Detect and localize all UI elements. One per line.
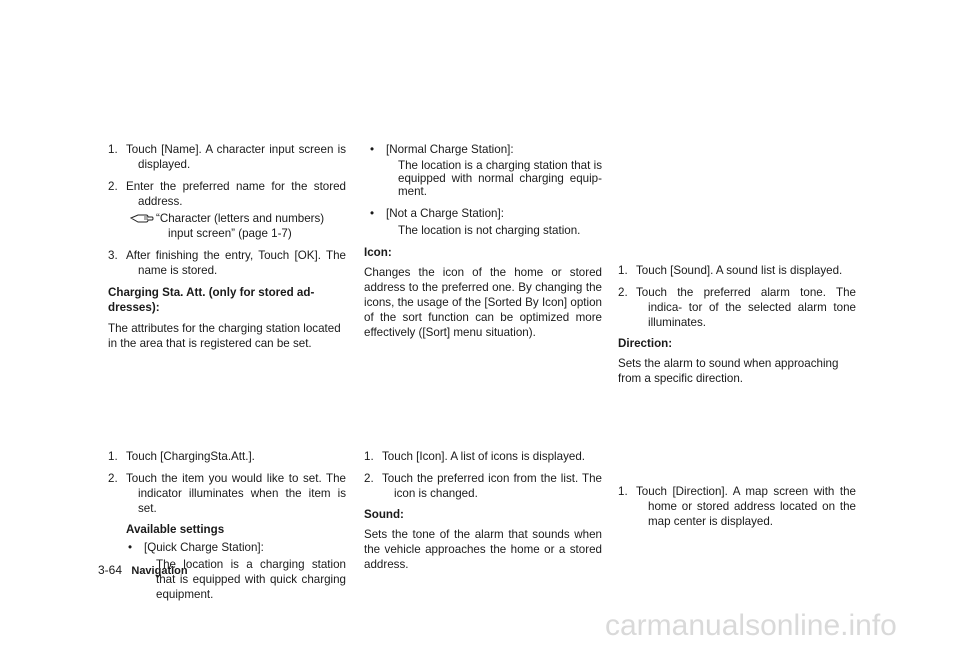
step-number: 1. [364, 450, 374, 463]
step-text: Touch [Sound]. A sound list is displayed. [636, 264, 843, 277]
step-text: Touch the preferred icon from the list. The icon is changed. [382, 472, 602, 500]
section-name: Navigation [131, 565, 188, 577]
col1-top [108, 142, 346, 351]
bullet-item [364, 206, 602, 221]
col3-top [618, 263, 856, 386]
bullet-dot: • [370, 207, 375, 220]
step-number: 3. [108, 249, 118, 262]
step-text: After finishing the entry, Touch [OK]. The name is stored. [126, 249, 346, 277]
section-heading: Sound: [364, 508, 404, 521]
paragraph: The attributes for the charging station located in the area that is registered can be set. [108, 322, 341, 350]
list-item [108, 471, 346, 516]
step-number: 2. [618, 286, 628, 299]
list-item [108, 248, 346, 278]
step-number: 2. [108, 472, 118, 485]
step-text: Touch [Name]. A character input screen is displayed. [126, 143, 346, 171]
step-text: Enter the preferred name for the stored address. [126, 180, 346, 208]
step-text: Touch the preferred alarm tone. The indica- tor of the selected alarm tone illuminates. [636, 286, 856, 329]
bullet-dot: • [128, 541, 133, 554]
list-item [364, 449, 602, 464]
step-number: 1. [618, 485, 628, 498]
step-number: 1. [618, 264, 628, 277]
step-number: 2. [364, 472, 374, 485]
list-item [108, 449, 346, 464]
list-item [108, 179, 346, 209]
page-footer [98, 563, 188, 579]
list-item [108, 142, 346, 172]
col2-bottom [364, 449, 602, 572]
bullet-label: [Normal Charge Station]: [386, 143, 514, 156]
section-heading: Direction: [618, 337, 673, 350]
step-text: Touch [ChargingSta.Att.]. [126, 450, 255, 463]
step-number: 2. [108, 180, 118, 193]
bullet-description: The location is a charging station that is equipped with normal charging equip- ment. [398, 159, 602, 198]
paragraph: Sets the alarm to sound when approaching from a specific direction. [618, 357, 839, 385]
watermark: carmanualsonline.info [605, 609, 897, 642]
step-text: Touch [Direction]. A map screen with the home or stored address located on the map center is displayed. [636, 485, 856, 528]
section-heading: Icon: [364, 246, 392, 259]
bullet-item [364, 142, 602, 157]
page-number: 3-64 [98, 563, 123, 577]
list-item [618, 285, 856, 330]
step-text: Touch [Icon]. A list of icons is displayed. [382, 450, 585, 463]
bullet-label: [Not a Charge Station]: [386, 207, 504, 220]
col3-bottom [618, 484, 856, 529]
list-item [364, 471, 602, 501]
bullet-dot: • [370, 143, 375, 156]
step-text: Touch the item you would like to set. The indicator illuminates when the item is set. [126, 472, 346, 515]
paragraph: Sets the tone of the alarm that sounds when the vehicle approaches the home or a stored address. [364, 528, 602, 571]
section-heading: Charging Sta. Att. (only for stored ad- dresses): [108, 286, 315, 314]
pointing-hand-icon [130, 212, 154, 224]
col2-top [364, 142, 602, 340]
list-item [618, 263, 856, 278]
subheading: Available settings [126, 523, 225, 536]
step-number: 1. [108, 450, 118, 463]
bullet-description: The location is a charging station that is equipped with quick charging equipment. [156, 558, 346, 601]
bullet-item [108, 540, 346, 555]
paragraph: Changes the icon of the home or stored address to the preferred one. By changing the icons, the usage of the [Sorted By Icon] option of the sort function can be optimized more effectively ([Sort] menu situation). [364, 266, 602, 339]
reference-text: “Character (letters and numbers) input screen” (page 1-7) [156, 212, 325, 240]
bullet-label: [Quick Charge Station]: [144, 541, 264, 554]
col1-bottom [108, 449, 346, 602]
list-item [618, 484, 856, 529]
page-reference [108, 211, 346, 241]
bullet-description: The location is not charging station. [398, 224, 581, 237]
step-number: 1. [108, 143, 118, 156]
